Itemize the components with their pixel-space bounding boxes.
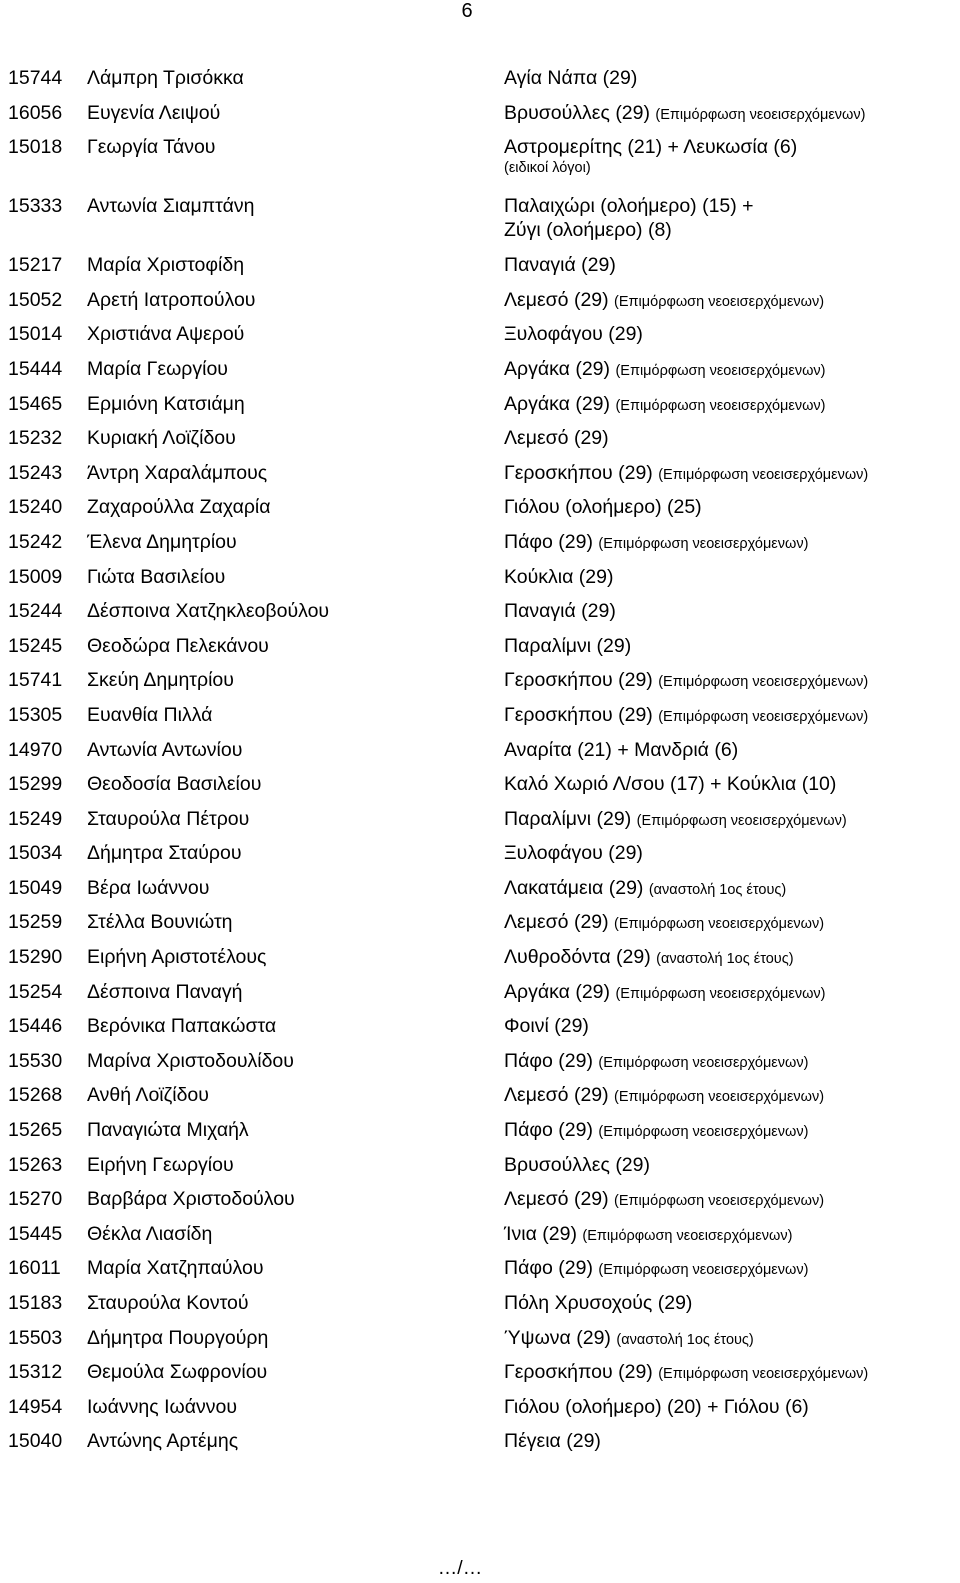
teacher-code: 15040 [8,1430,63,1453]
list-item [8,426,954,461]
teacher-name: Μαρία Γεωργίου [87,357,228,380]
teacher-code: 15530 [8,1049,63,1072]
teacher-name: Δήμητρα Σταύρου [87,842,242,865]
list-item [8,288,954,323]
list-item [8,461,954,496]
teacher-code: 15265 [8,1119,63,1142]
list-item [8,1153,954,1188]
placement-school: Ξυλοφάγου (29) [504,323,643,346]
teacher-code: 14970 [8,738,63,761]
placement-cell [504,1187,954,1213]
placement-cell [504,1153,954,1177]
teacher-name: Σταυρούλα Πέτρου [87,807,250,830]
teacher-name: Έλενα Δημητρίου [87,530,237,553]
list-item [8,101,954,136]
placement-cell [504,1395,954,1419]
placement-note: (Επιμόρφωση νεοεισερχόμενων) [598,1054,809,1071]
list-item [8,135,954,194]
list-item [8,634,954,669]
placement-cell [504,565,954,589]
teacher-name: Βερόνικα Παπακώστα [87,1015,277,1038]
placement-cell [504,841,954,865]
teacher-name: Αντώνης Αρτέμης [87,1430,239,1453]
placement-cell [504,253,954,277]
list-item [8,738,954,773]
teacher-code: 15465 [8,392,63,415]
teacher-code: 15242 [8,530,63,553]
placement-note: (Επιμόρφωση νεοεισερχόμενων) [615,985,826,1002]
placement-note: (Επιμόρφωση νεοεισερχόμενων) [598,1124,809,1141]
teacher-code: 15263 [8,1153,63,1176]
placement-school: Πάφο (29) [504,1049,593,1072]
teacher-code: 15245 [8,634,63,657]
teacher-code: 15445 [8,1222,63,1245]
teacher-code: 15444 [8,357,63,380]
teacher-name: Μαρίνα Χριστοδουλίδου [87,1049,294,1072]
list-item [8,1118,954,1153]
teacher-code: 15290 [8,946,63,969]
teacher-code: 16011 [8,1257,61,1280]
teacher-name: Παναγιώτα Μιχαήλ [87,1119,249,1142]
placement-note: (Επιμόρφωση νεοεισερχόμενων) [614,916,825,933]
list-item [8,357,954,392]
placement-cell [504,1291,954,1315]
placement-note: (Επιμόρφωση νεοεισερχόμενων) [614,1089,825,1106]
placement-school: Παναγιά (29) [504,254,616,277]
placement-school: Παναγιά (29) [504,600,616,623]
teacher-name: Σταυρούλα Κοντού [87,1292,249,1314]
placement-cell [504,703,954,729]
placement-school: Πάφο (29) [504,1119,593,1142]
placement-cell [504,288,954,314]
placement-note: (Επιμόρφωση νεοεισερχόμενων) [658,466,869,483]
teacher-code: 15503 [8,1326,63,1349]
placement-cell [504,530,954,556]
list-item [8,1395,954,1430]
list-item [8,322,954,357]
placement-cell [504,772,954,796]
list-item [8,772,954,807]
placement-school: Λεμεσό (29) [504,1084,609,1107]
teacher-name: Ερμιόνη Κατσιάμη [87,392,245,415]
placement-cell [504,1429,954,1453]
placement-cell [504,668,954,694]
teacher-name: Δέσποινα Χατζηκλεοβούλου [87,600,330,623]
placement-school: Αγία Νάπα (29) [504,67,638,89]
list-item [8,599,954,634]
placement-school: Γεροσκήπου (29) [504,461,653,484]
list-item [8,1326,954,1361]
list-item [8,703,954,738]
placement-cell [504,1014,954,1038]
teacher-name: Μαρία Χατζηπαύλου [87,1257,264,1280]
placement-cell [504,357,954,383]
list-item [8,530,954,565]
list-item [8,876,954,911]
placement-school: Λυθροδόντα (29) [504,946,651,969]
placement-school: Αναρίτα (21) + Μανδριά (6) [504,738,739,761]
appointment-list [8,66,954,1464]
teacher-name: Θεοδώρα Πελεκάνου [87,634,269,657]
placement-note: (αναστολή 1ος έτους) [656,951,794,968]
teacher-name: Ανθή Λοϊζίδου [87,1084,209,1107]
list-item [8,807,954,842]
placement-school: Γιόλου (ολοήμερο) (25) [504,496,702,519]
list-item [8,194,954,253]
teacher-name: Κυριακή Λοϊζίδου [87,427,236,450]
placement-school: Λεμεσό (29) [504,288,609,311]
placement-school: Πάφο (29) [504,1257,593,1280]
placement-note: (Επιμόρφωση νεοεισερχόμενων) [655,106,866,123]
placement-cell [504,66,954,90]
placement-cell [504,392,954,418]
placement-school: Γιόλου (ολοήμερο) (20) + Γιόλου (6) [504,1395,809,1418]
placement-school: Πάφο (29) [504,530,593,553]
placement-continuation: (ειδικοί λόγοι) [504,160,591,177]
placement-note: (Επιμόρφωση νεοεισερχόμενων) [615,397,826,414]
teacher-code: 15049 [8,876,63,899]
placement-cell [504,495,954,519]
placement-note: (Επιμόρφωση νεοεισερχόμενων) [614,293,825,310]
teacher-code: 15259 [8,911,63,934]
teacher-code: 15217 [8,254,63,277]
list-item [8,392,954,427]
teacher-name: Ιωάννης Ιωάννου [87,1395,238,1418]
teacher-code: 15305 [8,703,63,726]
placement-note: (Επιμόρφωση νεοεισερχόμενων) [658,674,869,691]
teacher-code: 15299 [8,773,63,796]
placement-school: Λεμεσό (29) [504,427,609,450]
teacher-code: 15254 [8,980,63,1003]
placement-cell [504,807,954,833]
placement-school: Πέγεια (29) [504,1430,601,1453]
teacher-name: Δέσποινα Παναγή [87,980,243,1003]
list-item [8,841,954,876]
list-item [8,1360,954,1395]
teacher-code: 15232 [8,427,63,450]
list-item [8,910,954,945]
placement-cell [504,634,954,658]
placement-school: Βρυσούλλες (29) [504,101,650,124]
teacher-name: Χριστιάνα Αψερού [87,323,245,346]
teacher-name: Άντρη Χαραλάμπους [87,461,268,484]
teacher-code: 15333 [8,195,63,218]
placement-cell [504,599,954,623]
placement-cell [504,738,954,762]
list-item [8,668,954,703]
placement-cell [504,1326,954,1352]
placement-cell [504,1083,954,1109]
teacher-code: 16056 [8,101,63,124]
placement-school: Γεροσκήπου (29) [504,1361,653,1384]
placement-school: Κούκλια (29) [504,565,614,588]
placement-school: Πόλη Χρυσοχούς (29) [504,1292,693,1314]
list-item [8,980,954,1015]
teacher-name: Δήμητρα Πουργούρη [87,1326,269,1349]
teacher-name: Στέλλα Βουνιώτη [87,911,233,934]
placement-cell [504,135,954,177]
teacher-name: Γεωργία Τάνου [87,136,216,159]
teacher-name: Βαρβάρα Χριστοδούλου [87,1188,295,1211]
teacher-name: Θέκλα Λιασίδη [87,1222,213,1245]
placement-note: (Επιμόρφωση νεοεισερχόμενων) [582,1227,793,1244]
placement-school: Παραλίμνι (29) [504,807,632,830]
teacher-code: 15240 [8,496,63,519]
teacher-name: Θεμούλα Σωφρονίου [87,1361,268,1384]
teacher-name: Αντωνία Σιαμπτάνη [87,195,255,218]
placement-cell [504,322,954,346]
placement-cell [504,980,954,1006]
placement-school: Φοινί (29) [504,1015,589,1038]
list-item [8,1083,954,1118]
list-item [8,945,954,980]
placement-cell [504,1118,954,1144]
continuation-marker: …/… [437,1557,483,1579]
teacher-code: 15034 [8,842,63,865]
list-item [8,495,954,530]
list-item [8,1049,954,1084]
placement-school: Βρυσούλλες (29) [504,1153,650,1176]
placement-school: Γεροσκήπου (29) [504,703,653,726]
teacher-name: Μαρία Χριστοφίδη [87,254,245,277]
list-item [8,253,954,288]
placement-cell [504,876,954,902]
placement-cell [504,945,954,971]
teacher-code: 15018 [8,136,63,159]
placement-note: (Επιμόρφωση νεοεισερχόμενων) [615,362,826,379]
placement-note: (Επιμόρφωση νεοεισερχόμενων) [658,708,869,725]
teacher-name: Γιώτα Βασιλείου [87,565,226,588]
teacher-code: 15268 [8,1084,63,1107]
teacher-code: 15243 [8,461,63,484]
teacher-code: 15312 [8,1361,63,1384]
placement-cell [504,426,954,450]
placement-note: (αναστολή 1ος έτους) [616,1331,754,1348]
placement-school: Γεροσκήπου (29) [504,669,653,692]
teacher-code: 15446 [8,1015,63,1038]
placement-note: (Επιμόρφωση νεοεισερχόμενων) [614,1193,825,1210]
placement-school: Παραλίμνι (29) [504,634,632,657]
list-item [8,1429,954,1464]
teacher-name: Αντωνία Αντωνίου [87,738,243,761]
placement-note: (Επιμόρφωση νεοεισερχόμενων) [636,812,847,829]
placement-cell [504,461,954,487]
placement-school: Ύψωνα (29) [504,1326,611,1349]
placement-cell [504,1222,954,1248]
teacher-name: Ευανθία Πιλλά [87,703,213,726]
teacher-name: Λάμπρη Τρισόκκα [87,67,244,89]
placement-note: (Επιμόρφωση νεοεισερχόμενων) [598,535,809,552]
placement-school: Αργάκα (29) [504,980,611,1003]
placement-school: Παλαιχώρι (ολοήμερο) (15) + [504,195,754,218]
list-item [8,66,954,101]
placement-school: Ίνια (29) [504,1222,577,1245]
teacher-code: 15744 [8,67,63,89]
placement-continuation: Ζύγι (ολοήμερο) (8) [504,219,672,242]
placement-school: Ξυλοφάγου (29) [504,842,643,865]
placement-cell [504,1049,954,1075]
page-number: 6 [461,0,473,22]
list-item [8,1222,954,1257]
placement-note: (Επιμόρφωση νεοεισερχόμενων) [658,1366,869,1383]
teacher-code: 15009 [8,565,63,588]
list-item [8,1256,954,1291]
placement-school: Λεμεσό (29) [504,911,609,934]
placement-school: Αργάκα (29) [504,392,611,415]
placement-school: Λεμεσό (29) [504,1188,609,1211]
teacher-code: 15014 [8,323,63,346]
list-item [8,1014,954,1049]
teacher-name: Βέρα Ιωάννου [87,876,210,899]
placement-cell [504,1360,954,1386]
teacher-code: 14954 [8,1395,63,1418]
teacher-name: Αρετή Ιατροπούλου [87,288,256,311]
teacher-code: 15249 [8,807,63,830]
teacher-code: 15270 [8,1188,63,1211]
teacher-code: 15052 [8,288,63,311]
placement-school: Λακατάμεια (29) [504,876,644,899]
list-item [8,565,954,600]
list-item [8,1291,954,1326]
teacher-name: Ειρήνη Αριστοτέλους [87,946,267,969]
teacher-code: 15741 [8,669,63,692]
placement-school: Αργάκα (29) [504,357,611,380]
teacher-name: Ευγενία Λειψού [87,101,221,124]
placement-cell [504,1256,954,1282]
placement-school: Καλό Χωριό Λ/σου (17) + Κούκλια (10) [504,773,837,796]
teacher-name: Σκεύη Δημητρίου [87,669,234,692]
teacher-name: Ειρήνη Γεωργίου [87,1153,234,1176]
placement-note: (αναστολή 1ος έτους) [648,881,787,898]
list-item [8,1187,954,1222]
teacher-name: Θεοδοσία Βασιλείου [87,773,262,796]
placement-cell [504,101,954,127]
placement-note: (Επιμόρφωση νεοεισερχόμενων) [598,1262,809,1279]
teacher-code: 15244 [8,600,63,623]
placement-school: Αστρομερίτης (21) + Λευκωσία (6) [504,136,798,159]
placement-cell [504,910,954,936]
teacher-code: 15183 [8,1292,63,1314]
placement-cell [504,194,954,242]
teacher-name: Ζαχαρούλλα Ζαχαρία [87,496,271,519]
